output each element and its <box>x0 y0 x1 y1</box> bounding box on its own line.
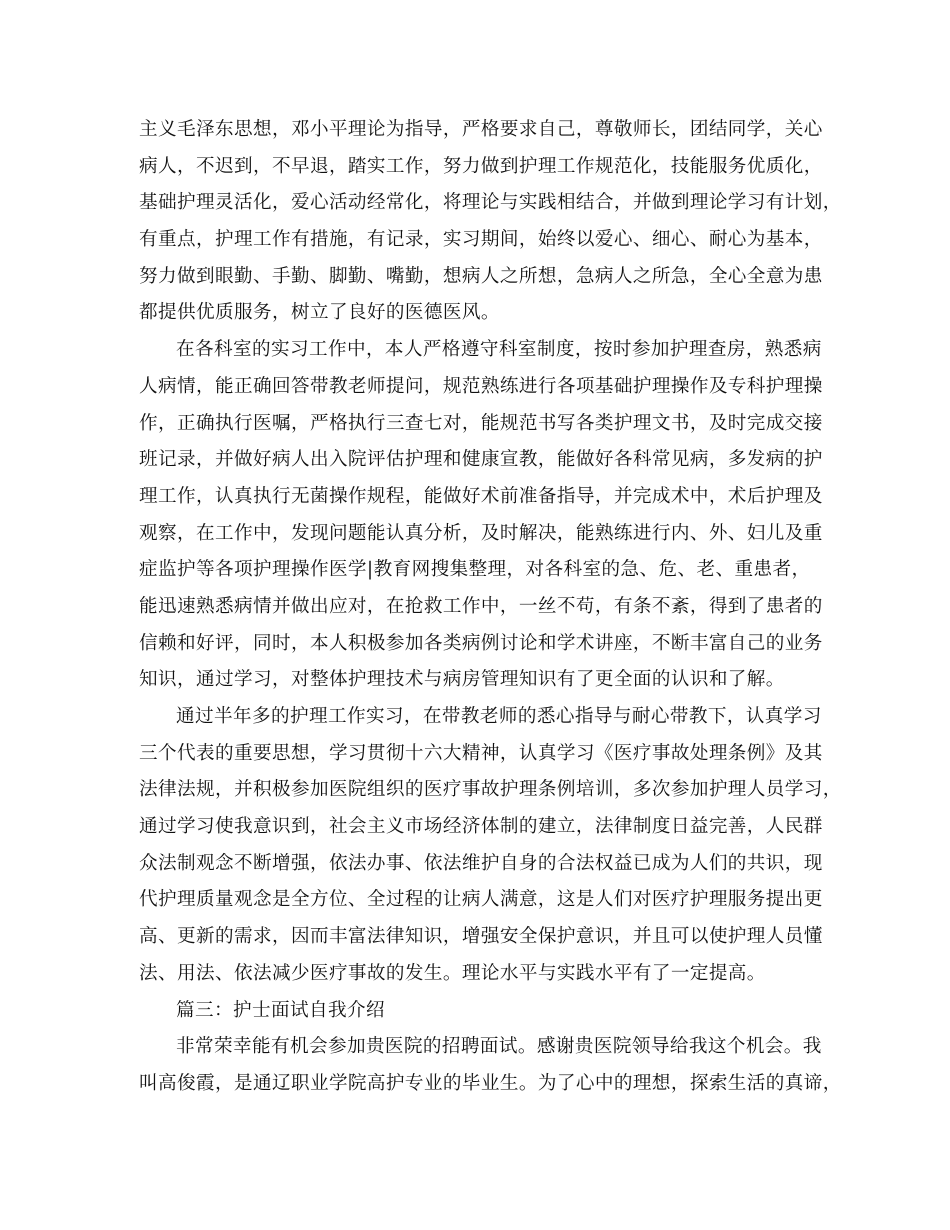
text-line: 信赖和好评，同时，本人积极参加各类病例讨论和学术讲座，不断丰富自己的业务 <box>139 632 823 654</box>
text-line: 观察，在工作中，发现问题能认真分析，及时解决，能熟练进行内、外、妇儿及重 <box>139 522 823 544</box>
paragraph-start-line: 通过半年多的护理工作实习，在带教老师的悉心指导与耐心带教下，认真学习 <box>176 706 822 727</box>
text-line: 叫高俊霞，是通辽职业学院高护专业的毕业生。为了心中的理想，探索生活的真谛， <box>139 1072 842 1094</box>
text-line: 班记录，并做好病人出入院评估护理和健康宣教，能做好各科常见病，多发病的护 <box>139 449 823 471</box>
text-line: 能迅速熟悉病情并做出应对，在抢救工作中，一丝不苟，有条不紊，得到了患者的 <box>139 595 823 617</box>
text-line: 知识，通过学习，对整体护理技术与病房管理知识有了更全面的认识和了解。 <box>139 669 785 691</box>
document-body <box>139 112 842 1103</box>
text-line: 法律法规，并积极参加医院组织的医疗事故护理条例培训，多次参加护理人员学习， <box>139 779 842 801</box>
paragraph-start-line: 在各科室的实习工作中，本人严格遵守科室制度，按时参加护理查房，熟悉病 <box>176 339 822 361</box>
text-line: 通过学习使我意识到，社会主义市场经济体制的建立，法律制度日益完善，人民群 <box>139 816 823 838</box>
text-line: 代护理质量观念是全方位、全过程的让病人满意，这是人们对医疗护理服务提出更 <box>139 889 823 911</box>
text-line: 有重点，护理工作有措施，有记录，实习期间，始终以爱心、细心、耐心为基本， <box>139 229 823 251</box>
text-line: 法、用法、依法减少医疗事故的发生。理论水平与实践水平有了一定提高。 <box>139 962 766 984</box>
text-line: 理工作，认真执行无菌操作规程，能做好术前准备指导，并完成术中，术后护理及 <box>139 485 823 507</box>
text-line: 众法制观念不断增强，依法办事、依法维护自身的合法权益已成为人们的共识，现 <box>139 852 823 874</box>
section-heading: 篇三：护士面试自我介绍 <box>176 999 385 1021</box>
paragraph-start-line: 非常荣幸能有机会参加贵医院的招聘面试。感谢贵医院领导给我这个机会。我 <box>176 1036 822 1058</box>
text-line: 作，正确执行医嘱，严格执行三查七对，能规范书写各类护理文书，及时完成交接 <box>139 412 823 434</box>
text-line: 人病情，能正确回答带教老师提问，规范熟练进行各项基础护理操作及专科护理操 <box>139 375 823 397</box>
text-line: 高、更新的需求，因而丰富法律知识，增强安全保护意识，并且可以使护理人员懂 <box>139 926 823 948</box>
text-line: 症监护等各项护理操作医学|教育网搜集整理，对各科室的急、危、老、重患者， <box>139 559 811 581</box>
text-line: 三个代表的重要思想，学习贯彻十六大精神，认真学习《医疗事故处理条例》及其 <box>139 742 823 764</box>
text-line: 都提供优质服务，树立了良好的医德医风。 <box>139 302 500 324</box>
text-line: 主义毛泽东思想，邓小平理论为指导，严格要求自己，尊敬师长，团结同学，关心 <box>139 119 823 140</box>
text-line: 病人，不迟到，不早退，踏实工作，努力做到护理工作规范化，技能服务优质化， <box>139 155 823 177</box>
text-line: 努力做到眼勤、手勤、脚勤、嘴勤，想病人之所想，急病人之所急，全心全意为患 <box>139 265 823 287</box>
text-line: 基础护理灵活化，爱心活动经常化，将理论与实践相结合，并做到理论学习有计划， <box>139 192 842 214</box>
